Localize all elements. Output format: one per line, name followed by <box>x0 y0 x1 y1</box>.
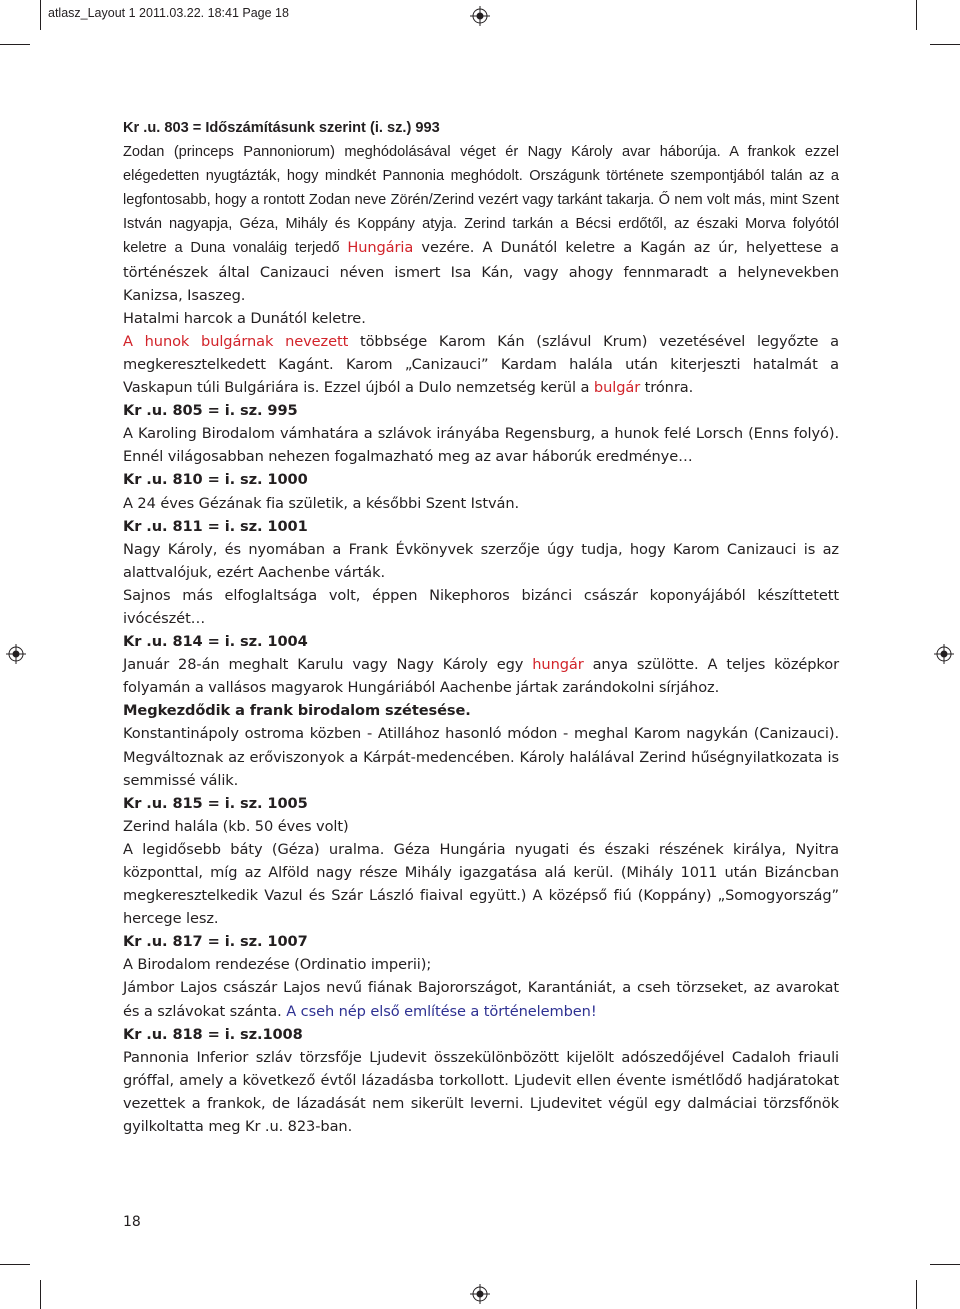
paragraph-januar: Január 28-án meghalt Karulu vagy Nagy Károly egy hungár anya szülötte. A teljes középkor folyamán a vallásos magyarok Hungáriából Aachenbe jártak zarándokolni sírjához. <box>123 656 839 697</box>
heading-811: Kr .u. 811 = i. sz. 1001 <box>123 517 308 535</box>
paragraph-konstantinapoly: Konstantinápoly ostroma közben - Atillához hasonló módon - meghal Karom nagykán (Canizauci). Megváltoznak az erőviszonyok a Kárpát-medencében. Károly halálával Zerind hűségnyilatkozata is semmissé válik. <box>123 725 839 789</box>
registration-mark-icon <box>6 644 26 664</box>
crop-mark-bottom-right-v <box>916 1280 917 1309</box>
paragraph-zodan: Zodan (princeps Pannoniorum) meghódolásával véget ér Nagy Károly avar háborúja. A frankok ezzel elégedetten nyugtázták, hogy mindkét Pannonia meghódolt. Országunk története szempontjából talán az a legfontosabb, hogy a rontott Zodan neve Zörén/Zerind vezért vagy tarkánt takarja. Ő nem volt más, mint Szent István nagyapja, Géza, Mihály és Koppány atyja. Zerind tarkán a Bécsi erdőtől, az északi Morva folyótól keletre a Duna vonaláig terjedő Hungária vezére. A Dunától keletre a Kagán az úr, helyettese a történészek által Canizauci néven ismert Isa Kán, vagy ahogy fennmaradt a helynevekben Kanizsa, Isaszeg. <box>123 144 839 304</box>
heading-817: Kr .u. 817 = i. sz. 1007 <box>123 933 308 951</box>
crop-mark-bottom-right-h <box>930 1264 960 1265</box>
paragraph-birodalom: A Birodalom rendezése (Ordinatio imperii); <box>123 956 432 974</box>
heading-szetesese: Megkezdődik a frank birodalom szétesése. <box>123 702 471 720</box>
crop-mark-bottom-left-v <box>40 1280 41 1309</box>
paragraph-hatalmi: Hatalmi harcok a Dunától keletre. <box>123 309 366 327</box>
paragraph-zerind-halala: Zerind halála (kb. 50 éves volt) <box>123 817 349 835</box>
crop-mark-top-left-v <box>40 0 41 30</box>
highlight-hungaria: Hungária <box>347 239 414 257</box>
paragraph-legidosebb: A legidősebb báty (Géza) uralma. Géza Hungária nyugati és északi részének királya, Nyitra központtal, míg az Alföld nagy része Mihály igazgatása alá kerül. (Mihály 1011 után Bizáncban megkeresztelkedik Vazul és Szár László fiaival együtt.) A középső fiú (Koppány) „Somogyország” hercege lesz. <box>123 840 839 928</box>
registration-mark-icon <box>470 6 490 26</box>
paragraph-hunok: A hunok bulgárnak nevezett többsége Karom Kán (szlávul Krum) vezetésével legyőzte a megkeresztelkedett Kagánt. Karom „Canizauci” Kardam halála után kiterjeszti hatalmát a Vaskapun túli Bulgáriára is. Ezzel újból a Dulo nemzetség kerül a bulgár trónra. <box>123 332 840 397</box>
paragraph-nagy-karoly: Nagy Károly, és nyomában a Frank Évkönyvek szerzője úgy tudja, hogy Karom Canizauci is az alattvalójuk, ezért Aachenbe várták. <box>123 540 839 581</box>
crop-mark-bottom-left-h <box>0 1264 30 1265</box>
paragraph-sajnos: Sajnos más elfoglaltsága volt, éppen Nikephoros bizánci császár koponyájából készíttetett ivócészét… <box>123 586 839 627</box>
heading-814: Kr .u. 814 = i. sz. 1004 <box>123 633 308 651</box>
page-number: 18 <box>123 1214 141 1230</box>
paragraph-jambor-lajos: Jámbor Lajos császár Lajos nevű fiának Bajorországot, Karantániát, a cseh törzseket, az avarokat és a szlávokat szánta. A cseh nép első említése a történelemben! <box>123 979 839 1020</box>
heading-810: Kr .u. 810 = i. sz. 1000 <box>123 471 308 489</box>
paragraph-karoling: A Karoling Birodalom vámhatára a szlávok irányába Regensburg, a hunok felé Lorsch (Enns folyó). Ennél világosabban nehezen fogalmazható meg az avar háborúk eredménye… <box>123 425 839 466</box>
crop-mark-top-right-h <box>930 44 960 45</box>
heading-815: Kr .u. 815 = i. sz. 1005 <box>123 794 308 812</box>
heading-805: Kr .u. 805 = i. sz. 995 <box>123 402 298 420</box>
registration-mark-icon <box>470 1284 490 1304</box>
crop-mark-top-left-h <box>0 44 30 45</box>
heading-818: Kr .u. 818 = i. sz.1008 <box>123 1025 303 1043</box>
slug-line: atlasz_Layout 1 2011.03.22. 18:41 Page 18 <box>48 6 289 20</box>
highlight-bulgar: bulgár <box>593 379 641 397</box>
text-column <box>123 117 839 1138</box>
highlight-hungar: hungár <box>532 656 584 674</box>
highlight-cseh-nep: A cseh nép első említése a történelemben! <box>286 1002 597 1020</box>
highlight-hunok: A hunok bulgárnak nevezett <box>123 332 349 350</box>
heading-803: Kr .u. 803 = Időszámításunk szerint (i. sz.) 993 <box>123 120 440 136</box>
crop-mark-top-right-v <box>916 0 917 30</box>
paragraph-geza: A 24 éves Gézának fia születik, a későbbi Szent István. <box>123 494 520 512</box>
registration-mark-icon <box>934 644 954 664</box>
paragraph-ljudevit: Pannonia Inferior szláv törzsfője Ljudevit összekülönbözött kijelölt adószedőjével Cadaloh friauli gróffal, amely a következő évtől lázadásba torkollott. Ljudevit ellen évente ismétlődő hadjáratokat vezettek a frankok, de lázadását nem sikerült leverni. Ljudevitet végül egy dalmáciai törzsfőnök gyilkoltatta meg Kr .u. 823-ban. <box>123 1048 839 1136</box>
